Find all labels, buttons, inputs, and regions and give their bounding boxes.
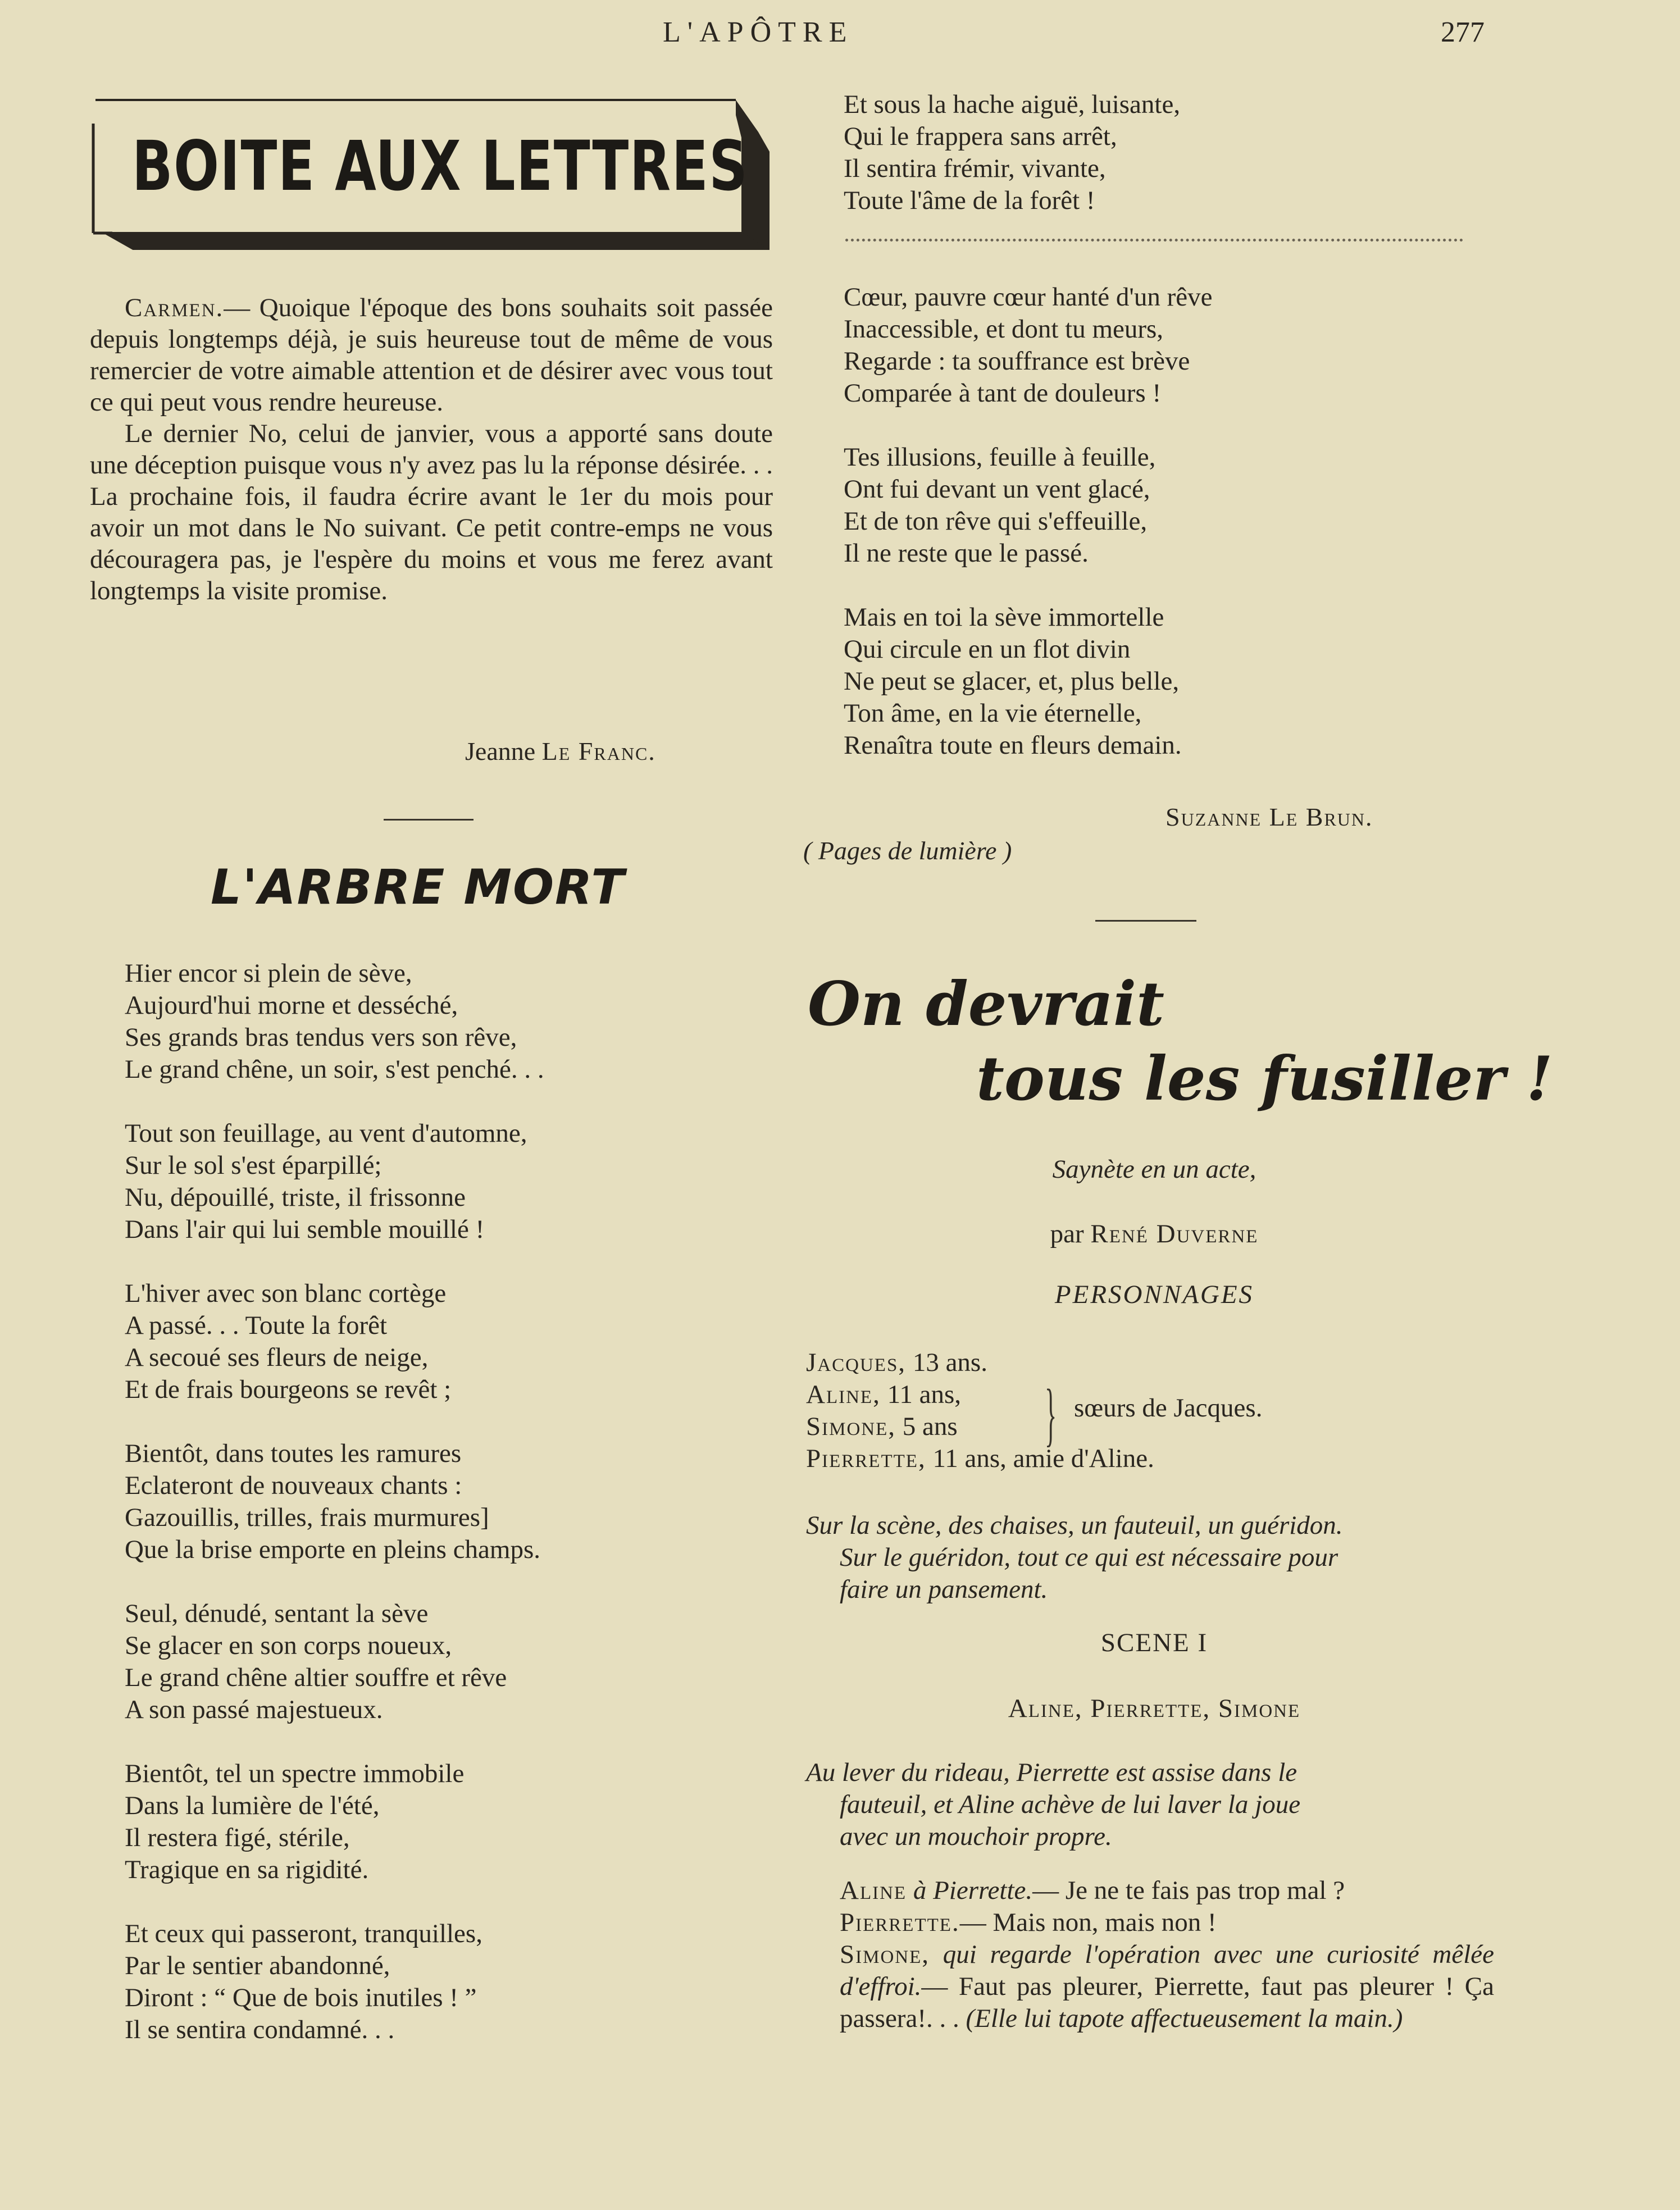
setting-line: faire un pansement. [840, 1575, 1048, 1604]
letters-heading: BOITE AUX LETTRES [132, 126, 749, 206]
poem-line: Seul, dénudé, sentant la sève [125, 1599, 429, 1628]
speaker-pierrette: Pierrette. [840, 1908, 960, 1937]
dotted-separator [845, 239, 1463, 241]
poem-line: Il ne reste que le passé. [844, 539, 1089, 568]
poem-line: Ont fui devant un vent glacé, [844, 475, 1150, 504]
cast-heading: PERSONNAGES [1054, 1280, 1254, 1309]
poem-line: Ton âme, en la vie éternelle, [844, 699, 1142, 728]
setting-line: Sur la scène, des chaises, un fauteuil, un guéridon. [806, 1511, 1343, 1540]
poem-line: Hier encor si plein de sève, [125, 959, 412, 988]
poem-line: Tes illusions, feuille à feuille, [844, 443, 1156, 472]
poem-line: Bientôt, dans toutes les ramures [125, 1439, 462, 1468]
speech-simone: — Faut pas pleurer, Pierrette, faut pas pleurer ! Ça passera!. . . [840, 1972, 1494, 2033]
play-title-line-2: tous les fusiller ! [976, 1044, 1553, 1114]
reply-paragraph-2: Le dernier No, celui de janvier, vous a apporté sans doute une déception puisque vous n'y avez pas lu la réponse désirée. . . La prochaine fois, il faudra écrire avant le 1er du mois pour avoir un mot dans le No suivant. Ce petit contre-emps ne vous découragera pas, je l'espère du moins et vous me ferez avant longtemps la visite promise. [90, 419, 773, 605]
reply-recipient: Carmen. [125, 293, 224, 322]
poem-line: Le grand chêne altier souffre et rêve [125, 1663, 507, 1692]
poem-line: Tout son feuillage, au vent d'automne, [125, 1119, 527, 1148]
dialogue-line-simone [806, 1939, 1494, 2035]
poem-stanza [844, 602, 1213, 762]
poem-line: Par le sentier abandonné, [125, 1951, 390, 1980]
poem-line: Eclateront de nouveaux chants : [125, 1471, 462, 1500]
poem-line: Nu, dépouillé, triste, il frissonne [125, 1183, 466, 1212]
setting-line: Sur le guéridon, tout ce qui est nécessaire pour [840, 1543, 1338, 1572]
poem-line: Sur le sol s'est éparpillé; [125, 1151, 382, 1180]
poem-stanza [125, 1118, 544, 1246]
poem-title: L'ARBRE MORT [211, 859, 626, 915]
poem-line: Et de ton rêve qui s'effeuille, [844, 507, 1148, 536]
letter-reply [90, 292, 773, 607]
poem-stanza [125, 1438, 544, 1566]
poem-stanza [125, 958, 544, 1086]
poem-stanza [125, 1598, 544, 1726]
poem-line: Et de frais bourgeons se revêt ; [125, 1375, 452, 1404]
poem-line: Inaccessible, et dont tu meurs, [844, 315, 1164, 344]
poem-line: Toute l'âme de la forêt ! [844, 186, 1095, 215]
poem-line: Ne peut se glacer, et, plus belle, [844, 667, 1180, 696]
poem-line: Diront : “ Que de bois inutiles ! ” [125, 1983, 477, 2012]
speech-aline: — Je ne te fais pas trop mal ? [1032, 1876, 1345, 1905]
scene-title: SCENE I [1100, 1628, 1208, 1657]
poem-source: ( Pages de lumière ) [803, 836, 1012, 865]
signature-first-name: Jeanne [465, 737, 536, 765]
poem-line: Se glacer en son corps noueux, [125, 1631, 452, 1660]
poem-line: Il restera figé, stérile, [125, 1823, 350, 1852]
stage-setting [806, 1510, 1494, 1606]
signature-last-name: Le Franc. [541, 737, 656, 765]
poem-line: A passé. . . Toute la forêt [125, 1311, 388, 1340]
cast-name: Pierrette, [806, 1444, 926, 1473]
poem-stanza [844, 89, 1213, 217]
cast-row [806, 1443, 1154, 1475]
poem-line: Qui circule en un flot divin [844, 635, 1131, 664]
cast-name: Jacques, [806, 1348, 907, 1377]
poem-line: Aujourd'hui morne et desséché, [125, 991, 458, 1020]
reply-paragraph-1 [90, 292, 773, 418]
opening-line: fauteuil, et Aline achève de lui laver la joue [840, 1790, 1301, 1819]
poem-line: Ses grands bras tendus vers son rêve, [125, 1023, 517, 1052]
play-author [809, 1219, 1500, 1249]
poem-line: Il sentira frémir, vivante, [844, 154, 1106, 183]
cast-row [806, 1347, 1154, 1379]
poem-line: Renaîtra toute en fleurs demain. [844, 731, 1182, 760]
cast-desc: 11 ans, amie d'Aline. [932, 1444, 1154, 1473]
poem-line: Dans l'air qui lui semble mouillé ! [125, 1215, 485, 1244]
cast-name: Aline, [806, 1380, 881, 1409]
opening-direction [806, 1757, 1494, 1853]
poem-stanza [125, 1278, 544, 1406]
poem-line: Et sous la hache aiguë, luisante, [844, 90, 1181, 119]
cast-desc: 13 ans. [912, 1348, 987, 1377]
poem-line: A secoué ses fleurs de neige, [125, 1343, 429, 1372]
poem-line: Gazouillis, trilles, frais murmures] [125, 1503, 489, 1532]
letter-signature [465, 736, 656, 766]
sisters-note: sœurs de Jacques. [1074, 1393, 1263, 1423]
speech-pierrette: — Mais non, mais non ! [959, 1908, 1217, 1937]
poem-line: A son passé majestueux. [125, 1695, 383, 1724]
speaker-aline: Aline [840, 1876, 907, 1905]
page-number: 277 [1441, 16, 1485, 48]
scene-persons: Aline, Pierrette, Simone [1008, 1694, 1301, 1723]
play-title-line-1: On devrait [808, 969, 1164, 1040]
direction-simone: qui regarde l'opération avec une curiosité mêlée d'effroi. [840, 1940, 1494, 2001]
dialogue-line-pierrette [806, 1907, 1494, 1939]
direction-aline: à Pierrette. [913, 1876, 1033, 1905]
author-name: René Duverne [1090, 1219, 1259, 1248]
cast-desc: 11 ans, [887, 1380, 961, 1409]
poem-left-column [125, 958, 544, 2078]
letters-banner [90, 98, 773, 250]
poem-right-column [844, 89, 1213, 794]
dialogue-line-aline [806, 1875, 1494, 1907]
poem-line: Regarde : ta souffrance est brève [844, 347, 1190, 376]
poem-line: Qui le frappera sans arrêt, [844, 122, 1117, 151]
poem-line: Bientôt, tel un spectre immobile [125, 1759, 465, 1788]
poem-line: Dans la lumière de l'été, [125, 1791, 380, 1820]
opening-line: avec un mouchoir propre. [840, 1822, 1112, 1851]
poem-line: Il se sentira condamné. . . [125, 2015, 395, 2044]
poem-line: Cœur, pauvre cœur hanté d'un rêve [844, 282, 1213, 312]
dialogue [806, 1875, 1494, 2035]
final-direction: (Elle lui tapote affectueusement la main.) [966, 2004, 1403, 2033]
brace-glyph: } [1045, 1375, 1057, 1453]
poem-stanza [125, 1758, 544, 1886]
poem-line: Que la brise emporte en pleins champs. [125, 1535, 541, 1564]
poem-line: Comparée à tant de douleurs ! [844, 379, 1162, 408]
poem-line: Mais en toi la sève immortelle [844, 603, 1164, 632]
poem-stanza [844, 441, 1213, 569]
poem-line: Et ceux qui passeront, tranquilles, [125, 1919, 482, 1948]
reply-text-1: — Quoique l'époque des bons souhaits soit passée depuis longtemps déjà, je suis heureuse tout de même de vous remercier de votre aimable attention et de désirer avec vous tout ce qui peut vous rendre heureuse. [90, 293, 773, 417]
cast-name: Simone, [806, 1412, 896, 1441]
poem-signature: Suzanne Le Brun. [1165, 803, 1373, 831]
running-title: L'APÔTRE [663, 16, 854, 48]
speaker-simone: Simone, [840, 1940, 930, 1969]
poem-stanza [844, 281, 1213, 409]
cast-desc: 5 ans [902, 1412, 958, 1441]
author-prefix: par [1050, 1219, 1084, 1248]
poem-line: L'hiver avec son blanc cortège [125, 1279, 447, 1308]
poem-stanza [125, 1918, 544, 2046]
poem-line: Tragique en sa rigidité. [125, 1855, 369, 1884]
separator-dash [384, 819, 474, 821]
opening-line: Au lever du rideau, Pierrette est assise dans le [806, 1758, 1297, 1787]
poem-line: Le grand chêne, un soir, s'est penché. . . [125, 1055, 544, 1084]
play-subtitle: Saynète en un acte, [1052, 1155, 1256, 1184]
separator-dash-2 [1095, 920, 1196, 922]
